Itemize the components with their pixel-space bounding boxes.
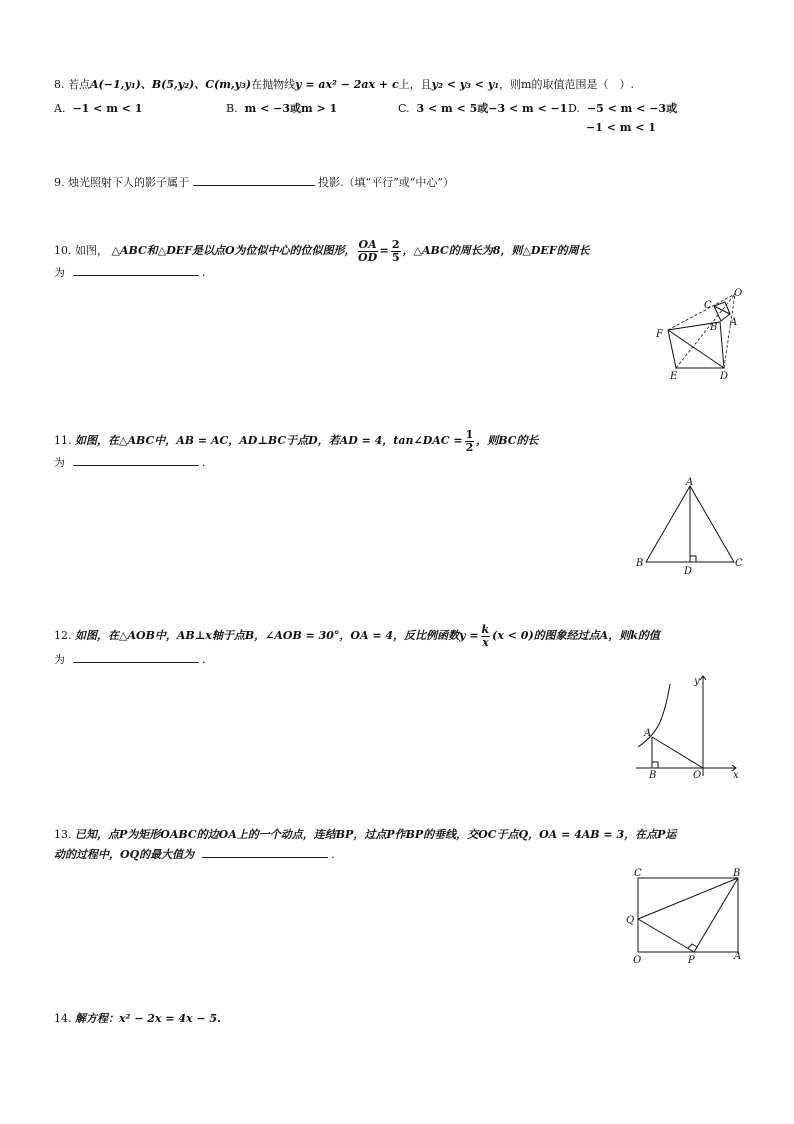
q10-stem bbox=[54, 236, 590, 266]
q12-label-x: x bbox=[733, 770, 739, 781]
q8-option-a-label: A. bbox=[54, 102, 66, 115]
q10-ratio-frac bbox=[358, 239, 378, 264]
q10-t1: △ABC和△DEF是以点O为位似中心的位似图形， bbox=[111, 244, 356, 257]
q11-end: . bbox=[202, 456, 206, 469]
q10-eq: = bbox=[379, 244, 389, 257]
q8-points: A(−1,y₁)、B(5,y₂)、C(m,y₃) bbox=[90, 78, 252, 91]
q11-figure bbox=[632, 474, 752, 578]
q8-stem-pre: 若点 bbox=[68, 78, 90, 91]
q12-figure bbox=[632, 672, 744, 784]
q13-label-o: O bbox=[633, 955, 642, 966]
q13-label-q: Q bbox=[626, 915, 635, 926]
q13-line2 bbox=[54, 847, 335, 862]
q9-stem bbox=[54, 175, 454, 190]
q12-func: y = bbox=[459, 629, 479, 642]
q13-label-p: P bbox=[688, 955, 695, 966]
q13-number: 13. bbox=[54, 828, 72, 841]
q11-right-angle-mark bbox=[690, 556, 696, 562]
q12-seg-ao bbox=[652, 737, 703, 768]
q10-number: 10. bbox=[54, 244, 72, 257]
q12-hyperbola bbox=[638, 684, 670, 747]
q12-label-a: A bbox=[644, 728, 652, 739]
q13-figure bbox=[624, 866, 752, 968]
q9-answer-blank[interactable] bbox=[193, 175, 315, 186]
q12-stem-post: 的图象经过点A，则k的值 bbox=[533, 629, 660, 642]
q8-option-d-text2: −1 < m < 1 bbox=[586, 121, 656, 134]
q11-answer-blank[interactable] bbox=[73, 455, 199, 466]
q12-label-b: B bbox=[649, 770, 657, 781]
q13-seg-qp bbox=[638, 919, 694, 952]
q8-option-d[interactable] bbox=[568, 102, 677, 116]
q11-stem-pre: 如图，在△ABC中，AB = AC，AD⊥BC于点D，若AD = 4，tan∠DAC = bbox=[75, 434, 463, 447]
q10-val-den: 5 bbox=[391, 250, 400, 264]
q10-end: . bbox=[202, 266, 206, 279]
q10-seg-fd bbox=[668, 330, 724, 368]
q9-number: 9. bbox=[54, 176, 65, 189]
q8-option-b-text: m < −3或m > 1 bbox=[244, 102, 338, 115]
q10-line2-text: 为 bbox=[54, 266, 65, 279]
q13-line1-text: 已知，点P为矩形OABC的边OA上的一个动点，连结BP，过点P作BP的垂线，交OC于点Q，OA = 4AB = 3，在点P运 bbox=[75, 828, 677, 841]
q11-val-den: 2 bbox=[465, 440, 474, 454]
q12-right-angle-mark bbox=[652, 762, 658, 768]
q8-option-c[interactable] bbox=[398, 102, 567, 116]
q8-stem-mid: 在抛物线 bbox=[251, 78, 296, 91]
q13-label-a: A bbox=[734, 951, 742, 962]
q11-label-c: C bbox=[735, 558, 743, 569]
q10-label-a: A bbox=[730, 317, 738, 328]
q12-val-den: x bbox=[482, 635, 489, 649]
q10-label-e: E bbox=[670, 371, 678, 382]
q13-seg-pb bbox=[694, 878, 738, 952]
q8-option-b-label: B. bbox=[226, 102, 238, 115]
q10-small-triangle bbox=[714, 302, 730, 321]
q10-label-c: C bbox=[704, 300, 712, 311]
q12-stem-pre: 如图，在△AOB中，AB⊥x轴于点B，∠AOB = 30°，OA = 4，反比例函数 bbox=[75, 629, 460, 642]
q11-stem bbox=[54, 428, 539, 454]
q12-number: 12. bbox=[54, 629, 72, 642]
q12-stem bbox=[54, 622, 660, 650]
q8-option-d-cont bbox=[586, 121, 656, 135]
q12-func-frac bbox=[481, 624, 491, 649]
q8-option-a[interactable] bbox=[54, 102, 142, 116]
q8-stem bbox=[54, 78, 634, 92]
q8-option-d-text: −5 < m < −3或 bbox=[586, 102, 678, 115]
q11-label-d: D bbox=[684, 566, 693, 577]
q11-stem-post: ，则BC的长 bbox=[476, 434, 539, 447]
q10-frac-den: OD bbox=[358, 250, 378, 264]
q13-answer-blank[interactable] bbox=[202, 847, 328, 858]
q8-option-c-text: 3 < m < 5或−3 < m < −1 bbox=[416, 102, 568, 115]
q8-stem-mid2: 上，且 bbox=[398, 78, 432, 91]
q10-answer-blank[interactable] bbox=[73, 265, 199, 276]
q8-option-a-text: −1 < m < 1 bbox=[72, 102, 143, 115]
q10-stem-pre: 如图， bbox=[75, 244, 108, 257]
q10-label-d: D bbox=[720, 371, 729, 382]
q11-line2 bbox=[54, 455, 206, 470]
q12-val-num: k bbox=[481, 622, 490, 636]
q13-seg-qb bbox=[638, 878, 738, 919]
q13-label-b: B bbox=[733, 868, 741, 879]
q11-line2-text: 为 bbox=[54, 456, 65, 469]
q8-option-b[interactable] bbox=[226, 102, 337, 116]
q10-figure bbox=[650, 284, 760, 384]
q13-label-c: C bbox=[634, 868, 642, 879]
q8-condition: y₂ < y₃ < y₁ bbox=[431, 78, 500, 91]
q11-label-b: B bbox=[636, 558, 644, 569]
q10-stem-post: ，△ABC的周长为8，则△DEF的周长 bbox=[402, 244, 590, 257]
q12-domain: (x < 0) bbox=[492, 629, 534, 642]
q12-line2 bbox=[54, 652, 206, 667]
q12-line2-text: 为 bbox=[54, 653, 65, 666]
q11-label-a: A bbox=[686, 477, 694, 488]
q13-line2-text: 动的过程中，OQ的最大值为 bbox=[54, 848, 195, 861]
q8-option-d-label: D. bbox=[568, 102, 580, 115]
q9-stem-post: 投影.（填“平行”或“中心”） bbox=[318, 176, 454, 189]
q9-stem-pre: 烛光照射下人的影子属于 bbox=[68, 176, 189, 189]
q12-label-y: y bbox=[694, 676, 700, 687]
q14-stem bbox=[54, 1012, 221, 1026]
q10-label-f: F bbox=[656, 329, 663, 340]
q10-label-b: B bbox=[710, 322, 718, 333]
q11-value-frac bbox=[465, 429, 475, 454]
q8-equation: y = ax² − 2ax + c bbox=[295, 78, 399, 91]
q12-label-o: O bbox=[693, 770, 702, 781]
q11-number: 11. bbox=[54, 434, 72, 447]
q13-rectangle bbox=[638, 878, 738, 952]
q10-label-o: O bbox=[734, 288, 743, 299]
q8-option-c-label: C. bbox=[398, 102, 410, 115]
q13-line1 bbox=[54, 828, 676, 842]
q8-number: 8. bbox=[54, 78, 65, 91]
q10-value-frac bbox=[391, 239, 401, 264]
q10-frac-num: OA bbox=[358, 237, 377, 251]
q10-line2 bbox=[54, 265, 206, 280]
q14-stem-text: 解方程：x² − 2x = 4x − 5. bbox=[75, 1012, 221, 1025]
q13-end: . bbox=[331, 848, 335, 861]
q11-val-num: 1 bbox=[465, 427, 474, 441]
q12-answer-blank[interactable] bbox=[73, 652, 199, 663]
q10-val-num: 2 bbox=[391, 237, 400, 251]
q8-stem-post: ，则m的取值范围是（ ）. bbox=[499, 78, 634, 91]
q14-number: 14. bbox=[54, 1012, 72, 1025]
q12-end: . bbox=[202, 653, 206, 666]
q13-right-angle-mark bbox=[688, 944, 697, 948]
